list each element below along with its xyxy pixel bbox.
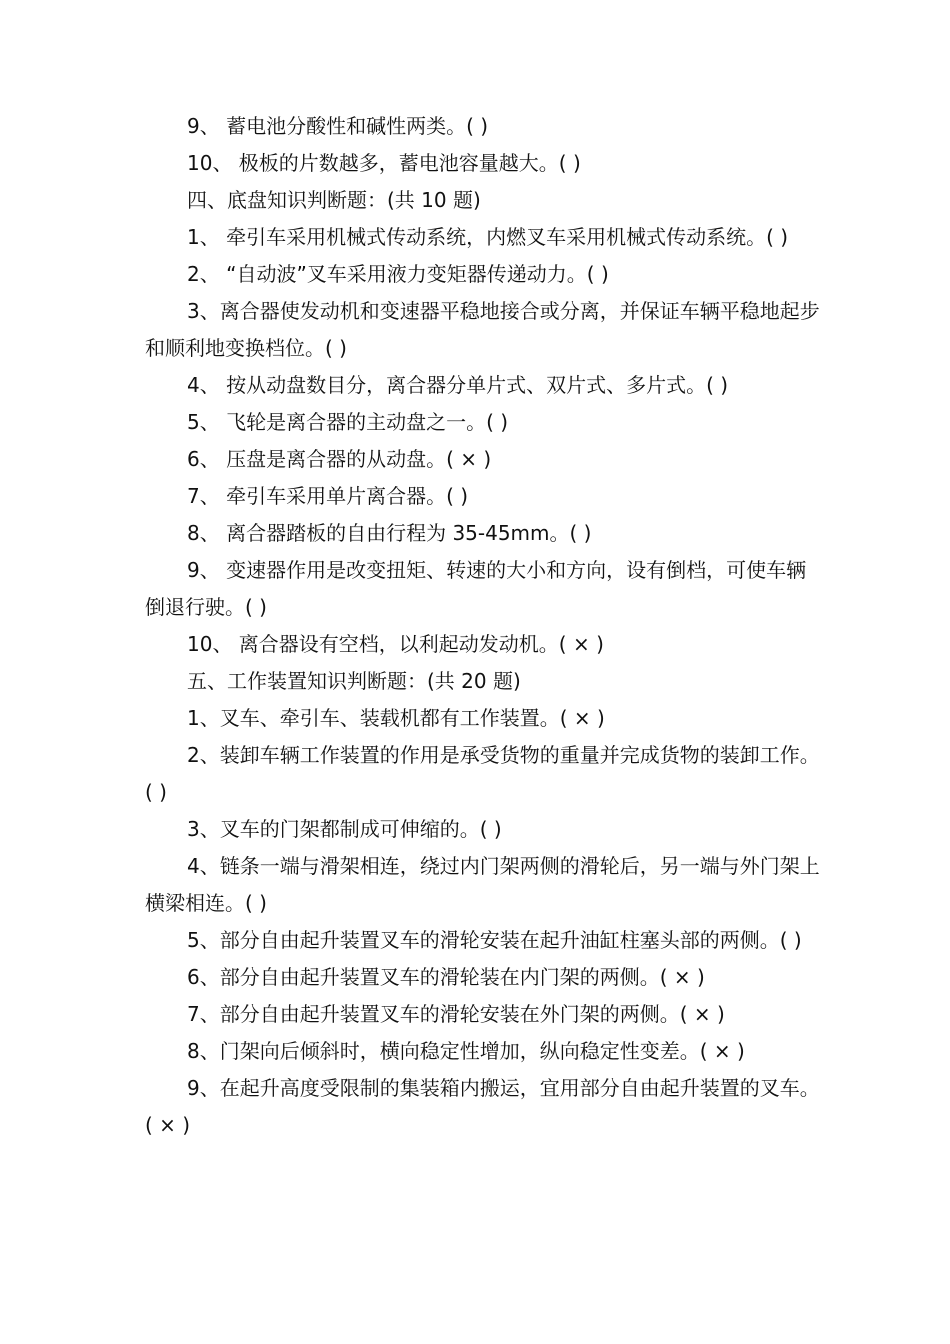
question-pulley-inner-mast: 6、部分自由起升装置叉车的滑轮装在内门架的两侧。( × ) [187,965,705,989]
section-heading-chassis: 四、底盘知识判断题：(共 10 题) [187,188,481,212]
question-clutch-neutral: 10、 离合器设有空档，以利起动发动机。( × ) [187,632,604,656]
question-container-forklift: 9、在起升高度受限制的集装箱内搬运，宜用部分自由起升装置的叉车。( × ) [145,1076,820,1137]
section-heading-work-device: 五、工作装置知识判断题：(共 20 题) [187,669,521,693]
question-pulley-cylinder: 5、部分自由起升装置叉车的滑轮安装在起升油缸柱塞头部的两侧。( ) [187,928,802,952]
question-plate-count: 10、 极板的片数越多，蓄电池容量越大。( ) [187,151,581,175]
question-mast-tilt-stability: 8、门架向后倾斜时，横向稳定性增加，纵向稳定性变差。( × ) [187,1039,745,1063]
question-pedal-free-travel: 8、 离合器踏板的自由行程为 35-45mm。( ) [187,521,592,545]
question-flywheel: 5、 飞轮是离合器的主动盘之一。( ) [187,410,509,434]
question-gearbox-function: 9、 变速器作用是改变扭矩、转速的大小和方向，设有倒档，可使车辆倒退行驶。( ) [145,558,807,619]
question-pressure-plate: 6、 压盘是离合器的从动盘。( × ) [187,447,492,471]
question-transmission-system: 1、 牵引车采用机械式传动系统，内燃叉车采用机械式传动系统。( ) [187,225,789,249]
question-clutch-types: 4、 按从动盘数目分，离合器分单片式、双片式、多片式。( ) [187,373,729,397]
question-torque-converter: 2、 “自动波”叉车采用液力变矩器传递动力。( ) [187,262,609,286]
document-body [145,108,825,1144]
question-pulley-outer-mast: 7、部分自由起升装置叉车的滑轮安装在外门架的两侧。( × ) [187,1002,725,1026]
question-telescopic-mast: 3、叉车的门架都制成可伸缩的。( ) [187,817,502,841]
question-chain-connection: 4、链条一端与滑架相连，绕过内门架两侧的滑轮后，另一端与外门架上横梁相连。( ) [145,854,820,915]
question-battery-types: 9、 蓄电池分酸性和碱性两类。( ) [187,114,489,138]
question-clutch-function: 3、离合器使发动机和变速器平稳地接合或分离，并保证车辆平稳地起步和顺利地变换档位。( ) [145,299,820,360]
question-single-plate-clutch: 7、 牵引车采用单片离合器。( ) [187,484,469,508]
question-work-device-vehicles: 1、叉车、牵引车、装载机都有工作装置。( × ) [187,706,605,730]
question-work-device-purpose: 2、装卸车辆工作装置的作用是承受货物的重量并完成货物的装卸工作。( ) [145,743,820,804]
